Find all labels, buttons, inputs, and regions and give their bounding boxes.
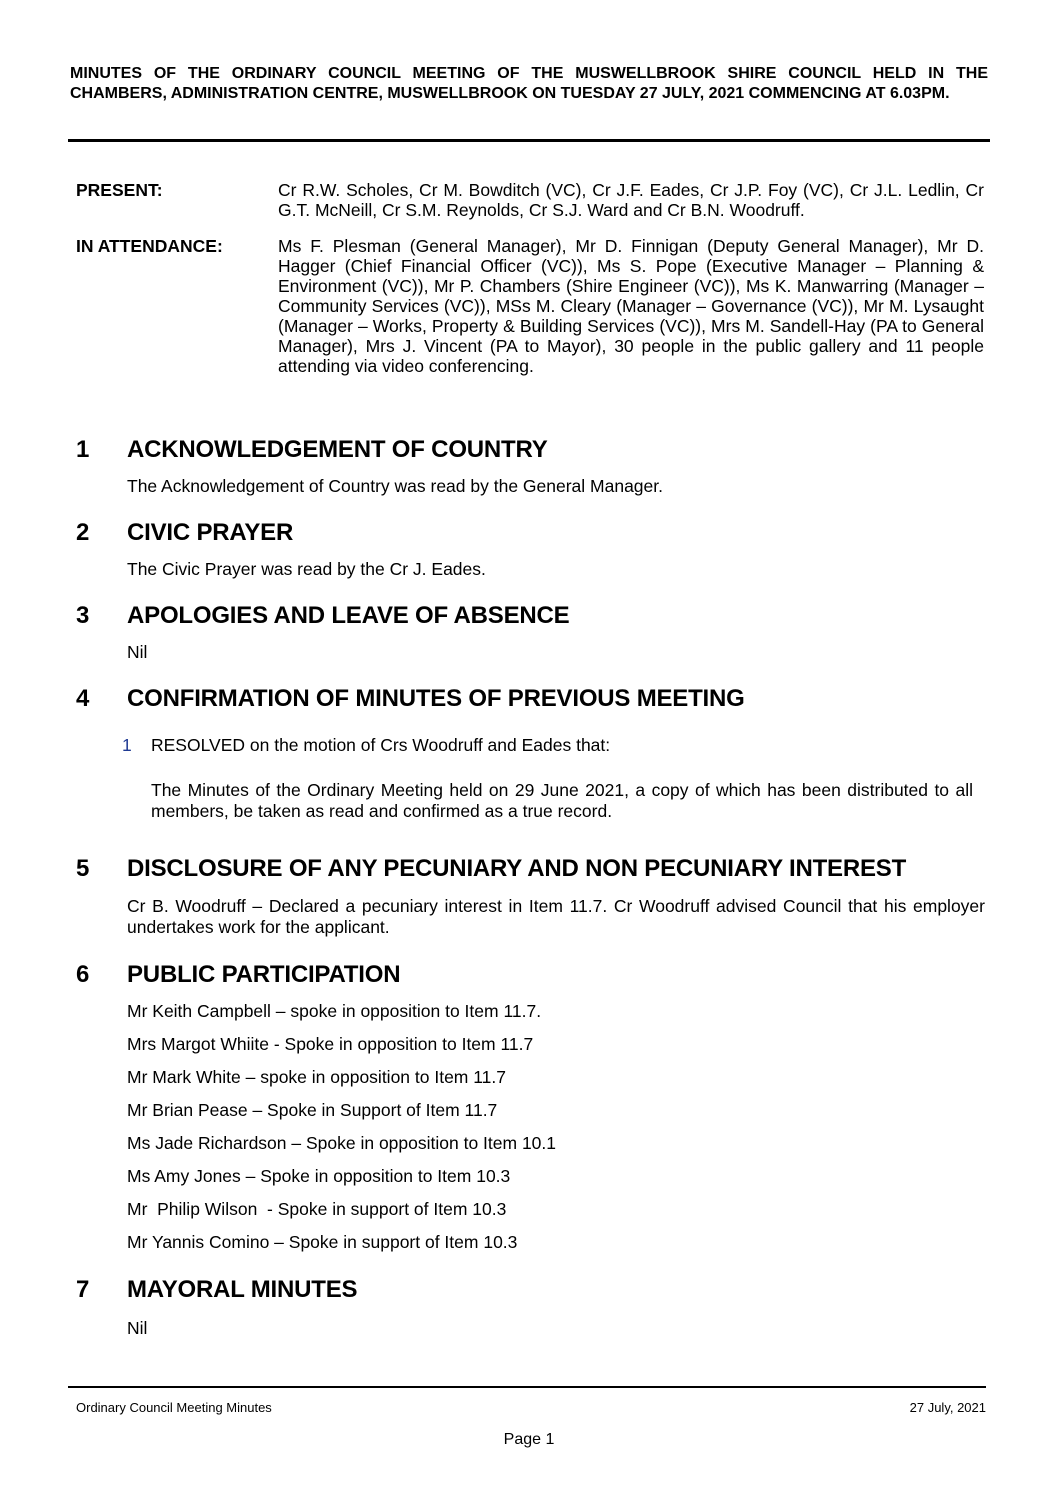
section-text: The Acknowledgement of Country was read by the General Manager. (127, 476, 663, 496)
section-number: 4 (76, 685, 90, 712)
participant-item: Mr Mark White – spoke in opposition to Item 11.7 (127, 1067, 507, 1087)
section-text: Nil (127, 1318, 148, 1338)
in-attendance-block (76, 236, 986, 416)
page-number: Page 1 (503, 1431, 555, 1448)
resolution-number: 1 (122, 735, 132, 755)
section-title: APOLOGIES AND LEAVE OF ABSENCE (127, 602, 570, 629)
section-title: DISCLOSURE OF ANY PECUNIARY AND NON PECUNIARY INTEREST (127, 855, 907, 882)
section-text: The Civic Prayer was read by the Cr J. Eades. (127, 559, 486, 579)
participant-item: Mrs Margot Whiite - Spoke in opposition to Item 11.7 (127, 1034, 534, 1054)
present-text: Cr R.W. Scholes, Cr M. Bowditch (VC), Cr J.F. Eades, Cr J.P. Foy (VC), Cr J.L. Ledlin, Cr G.T. McNeill, Cr S.M. Reynolds, Cr S.J. Ward and Cr B.N. Woodruff. (278, 180, 984, 220)
section-text: Nil (127, 642, 148, 662)
present-block (76, 180, 986, 222)
section-number: 5 (76, 855, 90, 882)
section-text: Cr B. Woodruff – Declared a pecuniary interest in Item 11.7. Cr Woodruff advised Council that his employer undertakes work for the applicant. (127, 896, 985, 937)
participant-item: Mr Yannis Comino – Spoke in support of Item 10.3 (127, 1232, 518, 1252)
in-attendance-label: IN ATTENDANCE: (76, 236, 223, 256)
participant-item: Mr Brian Pease – Spoke in Support of Item 11.7 (127, 1100, 498, 1120)
participant-item: Mr Keith Campbell – spoke in opposition to Item 11.7. (127, 1001, 542, 1021)
participant-item: Ms Amy Jones – Spoke in opposition to Item 10.3 (127, 1166, 511, 1186)
section-number: 6 (76, 961, 90, 988)
section-title: PUBLIC PARTICIPATION (127, 961, 401, 988)
resolution-detail: The Minutes of the Ordinary Meeting held on 29 June 2021, a copy of which has been distributed to all members, be taken as read and confirmed as a true record. (151, 780, 973, 821)
resolution-text: RESOLVED on the motion of Crs Woodruff and Eades that: (151, 735, 611, 755)
footer-document-name: Ordinary Council Meeting Minutes (76, 1400, 272, 1415)
title-divider (68, 139, 990, 142)
section-title: CIVIC PRAYER (127, 519, 294, 546)
section-number: 1 (76, 436, 90, 463)
footer-date: 27 July, 2021 (909, 1400, 986, 1415)
section-number: 3 (76, 602, 90, 629)
section-number: 7 (76, 1276, 90, 1303)
document-title: MINUTES OF THE ORDINARY COUNCIL MEETING OF THE MUSWELLBROOK SHIRE COUNCIL HELD IN THE CHAMBERS, ADMINISTRATION CENTRE, MUSWELLBROOK ON TUESDAY 27 JULY, 2021 COMMENCING AT 6.03PM. (70, 65, 988, 102)
participant-item: Mr Philip Wilson - Spoke in support of Item 10.3 (127, 1199, 507, 1219)
present-label: PRESENT: (76, 180, 163, 200)
section-title: MAYORAL MINUTES (127, 1276, 358, 1303)
section-title: ACKNOWLEDGEMENT OF COUNTRY (127, 436, 548, 463)
in-attendance-text: Ms F. Plesman (General Manager), Mr D. Finnigan (Deputy General Manager), Mr D. Hagger (Chief Financial Officer (VC)), Ms S. Pope (Executive Manager – Planning & Environment (VC)), Mr P. Chambers (Shire Engineer (VC)), Ms K. Manwarring (Manager – Community Services (VC)), MSs M. Cleary (Manager – Governance (VC)), Mr M. Lysaught (Manager – Works, Property & Building Services (VC)), Mrs M. Sandell-Hay (PA to General Manager), Mrs J. Vincent (PA to Mayor), 30 people in the public gallery and 11 people attending via video conferencing. (278, 236, 984, 376)
participant-item: Ms Jade Richardson – Spoke in opposition to Item 10.1 (127, 1133, 556, 1153)
section-number: 2 (76, 519, 90, 546)
footer-divider (68, 1386, 986, 1388)
section-title: CONFIRMATION OF MINUTES OF PREVIOUS MEETING (127, 685, 745, 712)
